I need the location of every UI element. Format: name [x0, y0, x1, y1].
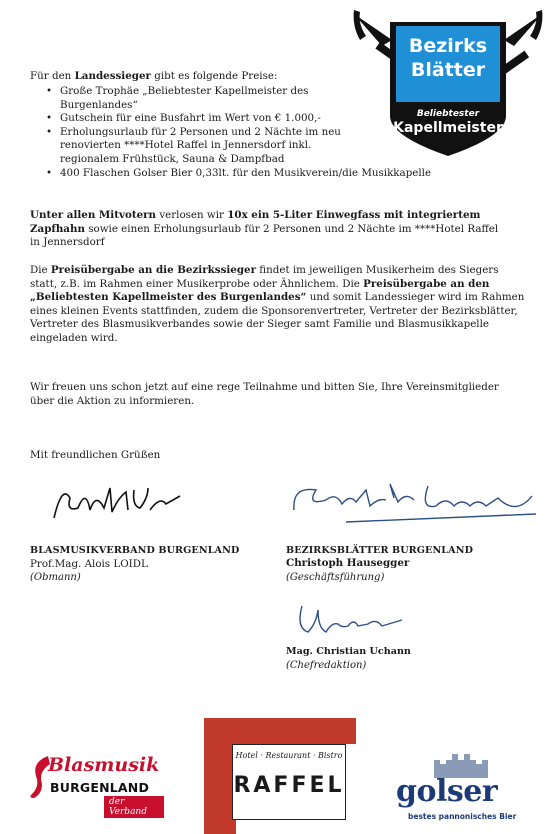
golser-logo	[392, 752, 528, 822]
award-ceremony-paragraph: Die Preisübergabe an die Bezirkssieger findet im jeweiligen Musikerheim des Siegers statt, z.B. im Rahmen einer Musikerprobe oder Ähnlichem. Die Preisübergabe an den „Beliebtesten Kapellmeister des Burgenlandes“ und somit Landessieger wird im Rahmen eines kleinen Events stattfinden, zudem die Sponsorenvertreter, Vertreter der Bezirksblätter, Vertreter des Blasmusikverbandes sowie der Sieger samt Familie und Blasmusikkapelle eingeladen wird.	[30, 264, 525, 344]
raffel-logo	[232, 744, 346, 820]
signature-loidl	[48, 478, 188, 528]
signatory-name: Mag. Christian Uchann	[286, 646, 411, 657]
voter-raffle-paragraph: Unter allen Mitvotern verlosen wir 10x ein 5-Liter Einwegfass mit integriertem Zapfhahn sowie einen Erholungsurlaub für 2 Personen und 2 Nächte im ****Hotel Raffel in Jennersdorf	[30, 209, 499, 249]
verband-tag: der Verband	[104, 796, 164, 818]
signatory-name: Prof.Mag. Alois LOIDL	[30, 558, 148, 570]
prize-item: • 400 Flaschen Golser Bier 0,33lt. für den Musikverein/die Musikkapelle	[46, 167, 516, 181]
badge-line1: Bezirks	[408, 35, 488, 57]
signatory-org: BLASMUSIKVERBAND BURGENLAND	[30, 545, 240, 556]
prize-list	[46, 85, 516, 180]
golser-tagline: bestes pannonisches Bier	[408, 812, 517, 821]
signature-uchann	[292, 598, 412, 642]
badge-line2: Blätter	[410, 59, 486, 81]
signatory-role: (Chefredaktion)	[286, 660, 367, 671]
signatory-org: BEZIRKSBLÄTTER BURGENLAND	[286, 545, 473, 556]
signatory-role: (Obmann)	[30, 572, 81, 583]
badge-line4: Kapellmeister	[393, 120, 503, 136]
right-trumpet-icon	[500, 10, 542, 74]
raffel-red-bar-top	[236, 718, 356, 744]
golser-word: golser	[396, 774, 498, 809]
signatory-name: Christoph Hausegger	[286, 557, 410, 569]
raffel-tagline: Hotel · Restaurant · Bistro	[235, 751, 343, 760]
landessieger-bold: Landessieger	[74, 70, 151, 82]
raffel-name: RAFFEL	[233, 773, 345, 798]
blasmusik-burgenland-logo	[28, 752, 164, 818]
prize-item: • Erholungsurlaub für 2 Personen und 2 Nächte im neu renovierten ****Hotel Raffel in Jennersdorf inkl. regionalem Frühstück, Sauna & Dampfbad	[46, 126, 360, 167]
closing-greeting: Mit freundlichen Grüßen	[30, 449, 161, 461]
signatory-role: (Geschäftsführung)	[286, 572, 385, 583]
intro-text: Für den Landessieger gibt es folgende Preise:	[30, 70, 278, 82]
badge-line3: Beliebtester	[416, 109, 480, 119]
burgenland-word: BURGENLAND	[50, 780, 150, 795]
prize-item: • Große Trophäe „Beliebtester Kapellmeister des Burgenlandes“	[46, 85, 310, 112]
blasmusik-word: Blasmusik	[48, 754, 160, 776]
thanks-paragraph: Wir freuen uns schon jetzt auf eine rege Teilnahme und bitten Sie, Ihre Vereinsmitglieder über die Aktion zu informieren.	[30, 381, 499, 407]
signature-hausegger	[286, 476, 550, 534]
prize-item: • Gutschein für eine Busfahrt im Wert von € 1.000,-	[46, 112, 516, 126]
